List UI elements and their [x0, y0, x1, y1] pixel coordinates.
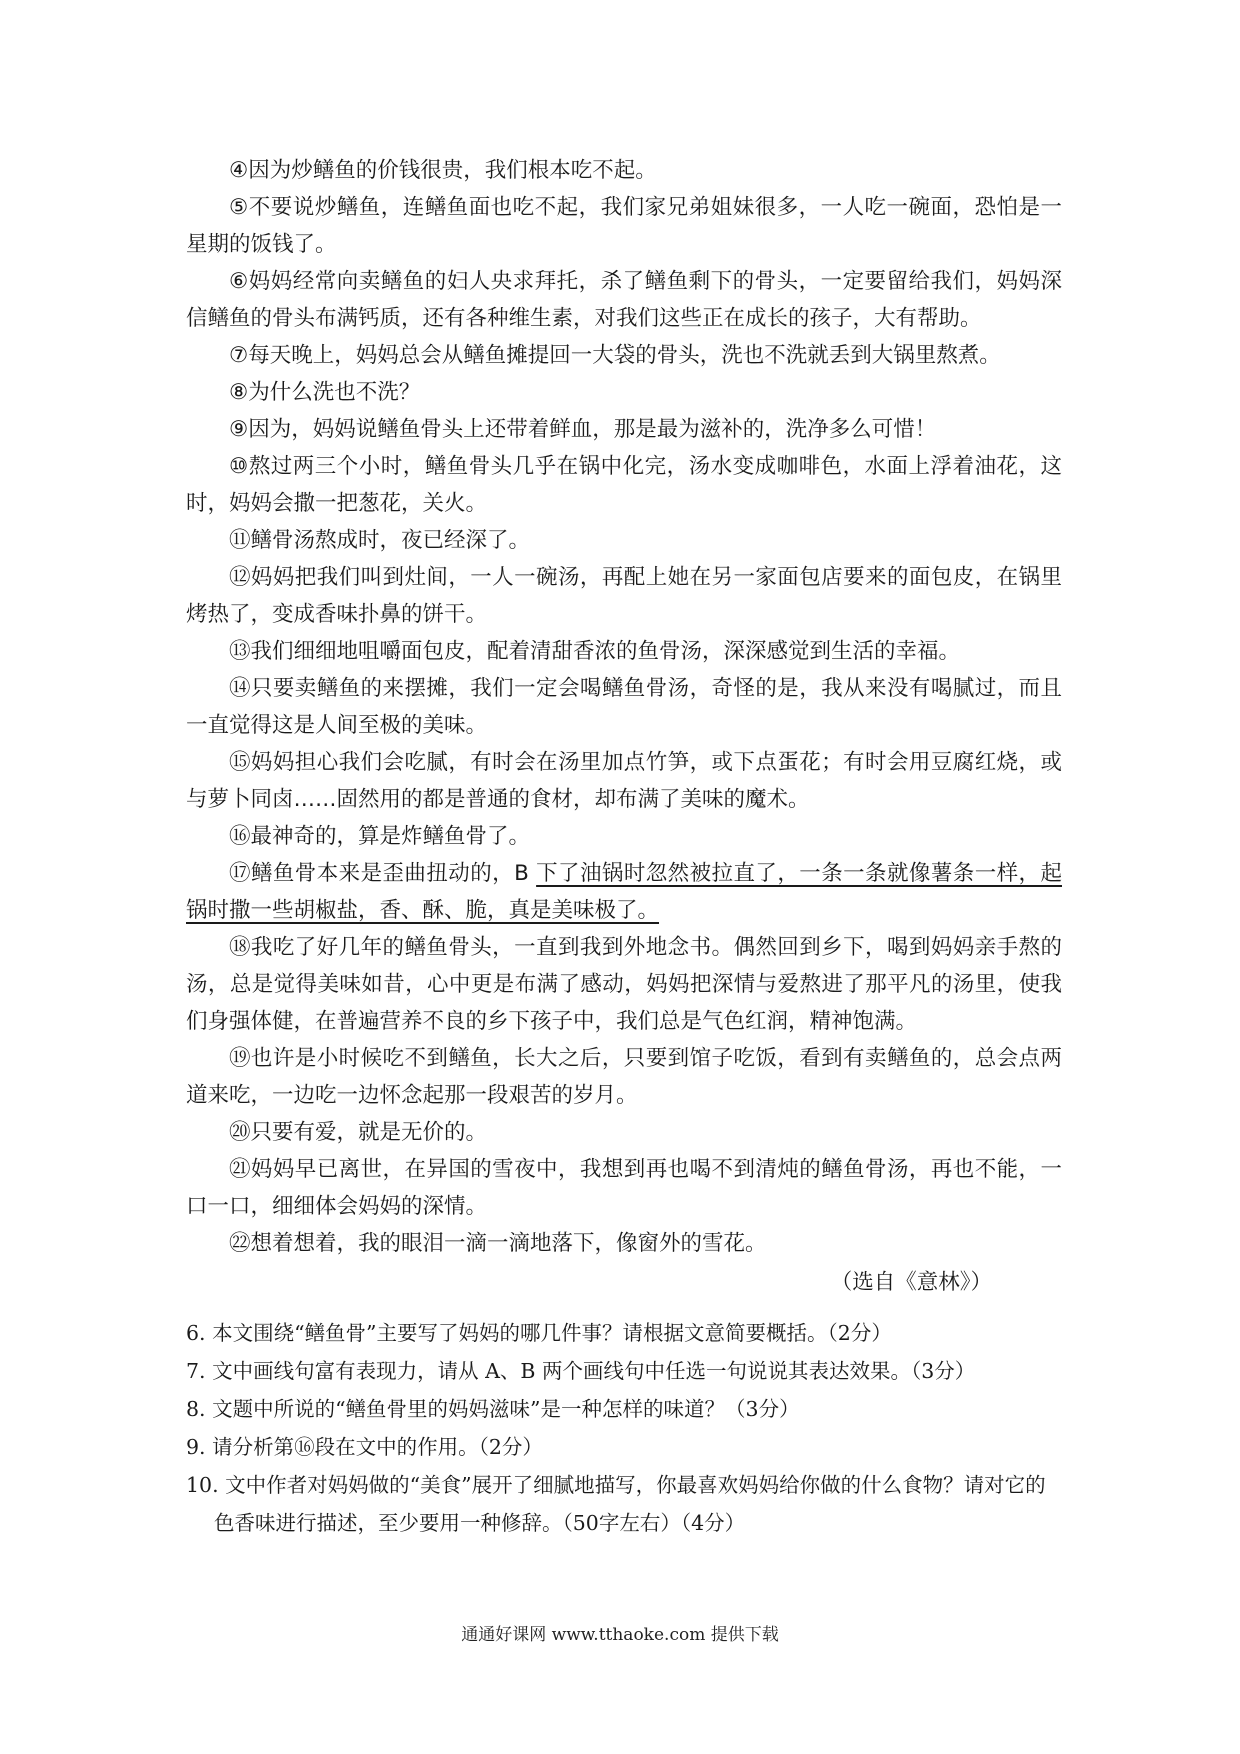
question-7: 7. 文中画线句富有表现力，请从 A、B 两个画线句中任选一句说说其表达效果。（3分） [186, 1359, 976, 1383]
paragraph-text: ㉑妈妈早已离世，在异国的雪夜中，我想到再也喝不到清炖的鳝鱼骨汤，再也不能，一口一口，细细体会妈妈的深情。 [186, 1157, 1062, 1219]
paragraph-text: ⑳只要有爱，就是无价的。 [229, 1120, 488, 1145]
paragraph-text: ⑧为什么洗也不洗？ [229, 380, 421, 405]
paragraph-text: ⑥妈妈经常向卖鳝鱼的妇人央求拜托，杀了鳝鱼剩下的骨头，一定要留给我们，妈妈深信鳝鱼的骨头布满钙质，还有各种维生素，对我们这些正在成长的孩子，大有帮助。 [186, 269, 1062, 331]
paragraph-11 [186, 522, 1062, 559]
paragraph-22 [186, 1225, 1062, 1262]
paragraph-text: ⑯最神奇的，算是炸鳝鱼骨了。 [229, 824, 531, 849]
question-6: 6. 本文围绕“鳝鱼骨”主要写了妈妈的哪几件事？请根据文意简要概括。（2分） [186, 1321, 892, 1345]
underlined-sentence-b: 下了油锅时忽然被拉直了，一条一条就像薯条一样，起锅时撒一些胡椒盐，香、酥、脆，真是美味极了。 [186, 861, 1062, 923]
paragraph-text: ⑦每天晚上，妈妈总会从鳝鱼摊提回一大袋的骨头，洗也不洗就丢到大锅里熬煮。 [229, 343, 1001, 368]
paragraph-text: ⑭只要卖鳝鱼的来摆摊，我们一定会喝鳝鱼骨汤，奇怪的是，我从来没有喝腻过，而且一直觉得这是人间至极的美味。 [186, 676, 1062, 738]
reading-passage [186, 152, 1062, 1301]
question-10: 10. 文中作者对妈妈做的“美食”展开了细腻地描写，你最喜欢妈妈给你做的什么食物？请对它的色香味进行描述，至少要用一种修辞。（50字左右）（4分） [186, 1473, 1046, 1535]
paragraph-text: ⑨因为，妈妈说鳝鱼骨头上还带着鲜血，那是最为滋补的，洗净多么可惜！ [229, 417, 937, 442]
paragraph-text: ⑫妈妈把我们叫到灶间，一人一碗汤，再配上她在另一家面包店要来的面包皮，在锅里烤热了，变成香味扑鼻的饼干。 [186, 565, 1062, 627]
paragraph-7 [186, 337, 1062, 374]
paragraph-text: ㉒想着想着，我的眼泪一滴一滴地落下，像窗外的雪花。 [229, 1231, 767, 1256]
paragraph-text: ⑱我吃了好几年的鳝鱼骨头，一直到我到外地念书。偶然回到乡下，喝到妈妈亲手熬的汤，总是觉得美味如昔，心中更是布满了感动，妈妈把深情与爱熬进了那平凡的汤里，使我们身强体健，在普遍营养不良的乡下孩子中，我们总是气色红润，精神饱满。 [186, 935, 1062, 1034]
question-list [186, 1314, 1062, 1542]
passage-source: （选自《意林》） [830, 1270, 992, 1295]
paragraph-19 [186, 1040, 1062, 1114]
paragraph-text: ⑤不要说炒鳝鱼，连鳝鱼面也吃不起，我们家兄弟姐妹很多，一人吃一碗面，恐怕是一星期的饭钱了。 [186, 195, 1062, 257]
paragraph-14 [186, 670, 1062, 744]
paragraph-text: ⑲也许是小时候吃不到鳝鱼，长大之后，只要到馆子吃饭，看到有卖鳝鱼的，总会点两道来吃，一边吃一边怀念起那一段艰苦的岁月。 [186, 1046, 1062, 1108]
question-8: 8. 文题中所说的“鳝鱼骨里的妈妈滋味”是一种怎样的味道？（3分） [186, 1397, 800, 1421]
paragraph-17 [186, 855, 1062, 929]
paragraph-text: ⑪鳝骨汤熬成时，夜已经深了。 [229, 528, 531, 553]
paragraph-13 [186, 633, 1062, 670]
paragraph-text: ⑮妈妈担心我们会吃腻，有时会在汤里加点竹笋，或下点蛋花；有时会用豆腐红烧，或与萝卜同卤……固然用的都是普通的食材，却布满了美味的魔术。 [186, 750, 1062, 812]
paragraph-8 [186, 374, 1062, 411]
paragraph-15 [186, 744, 1062, 818]
paragraph-text: ⑩熬过两三个小时，鳝鱼骨头几乎在锅中化完，汤水变成咖啡色，水面上浮着油花，这时，妈妈会撒一把葱花，关火。 [186, 454, 1062, 516]
paragraph-4 [186, 152, 1062, 189]
paragraph-20 [186, 1114, 1062, 1151]
paragraph-21 [186, 1151, 1062, 1225]
paragraph-9 [186, 411, 1062, 448]
paragraph-6 [186, 263, 1062, 337]
paragraph-12 [186, 559, 1062, 633]
paragraph-16 [186, 818, 1062, 855]
paragraph-10 [186, 448, 1062, 522]
question-9: 9. 请分析第⑯段在文中的作用。（2分） [186, 1435, 543, 1459]
paragraph-5 [186, 189, 1062, 263]
page-footer: 通通好课网 www.tthaoke.com 提供下载 [461, 1625, 779, 1645]
paragraph-text: ⑬我们细细地咀嚼面包皮，配着清甜香浓的鱼骨汤，深深感觉到生活的幸福。 [229, 639, 961, 664]
paragraph-text: ⑰鳝鱼骨本来是歪曲扭动的，B [229, 861, 537, 886]
paragraph-18 [186, 929, 1062, 1040]
paragraph-text: ④因为炒鳝鱼的价钱很贵，我们根本吃不起。 [229, 158, 657, 183]
